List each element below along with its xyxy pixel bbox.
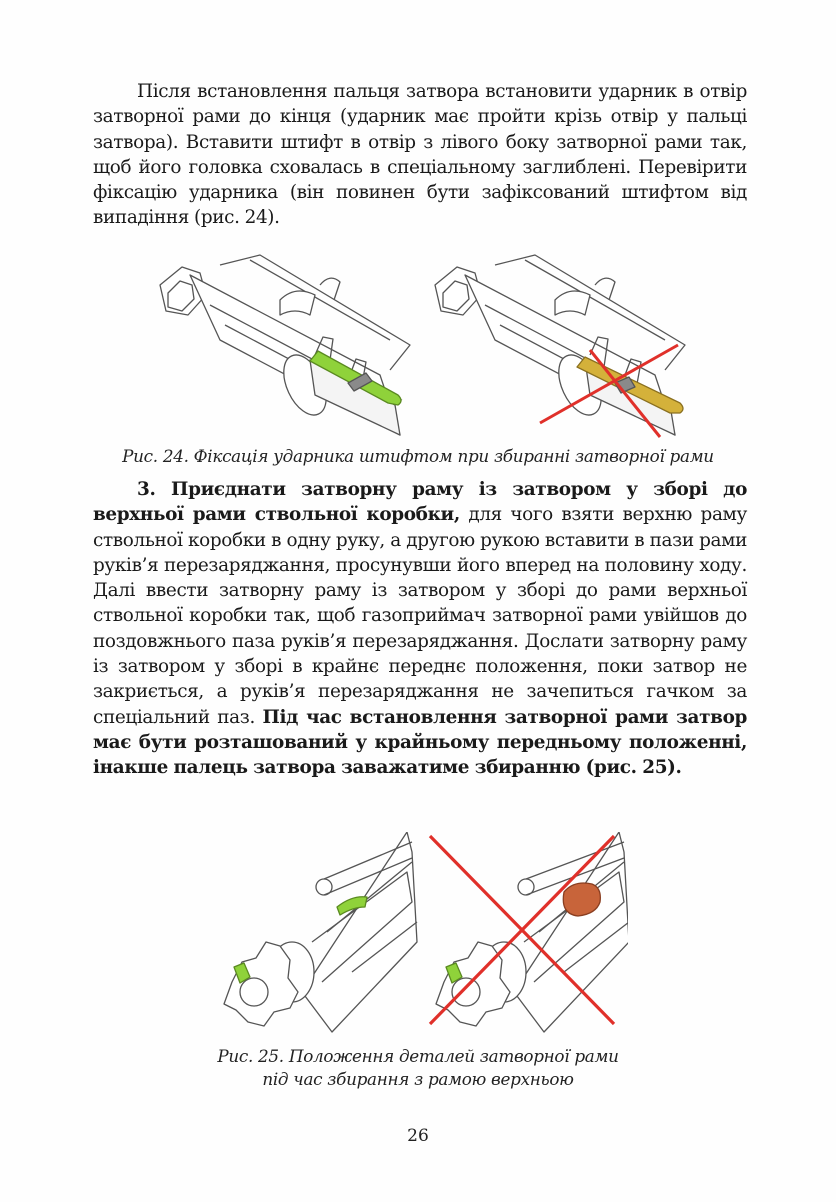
paragraph-text: для чого взяти верхню раму ствольної коробки в одну руку, а другою рукою вставити в пази рами руків’я перезаряджання, просунувши його вперед на половину ходу. Далі ввести затворну раму із затвором у зборі до рами верхньої ствольної коробки так, щоб газоприймач затворної рами увійшов до поздовжнього паза руків’я перезаряджання. Дослати затворну раму із затвором у зборі в крайнє переднє положення, поки затвор не закриється, а руків’я перезаряджання не зачепиться гачком за спеціальний паз. [93, 504, 747, 728]
fig24-right-panel [435, 255, 685, 435]
warning-text: Під час встановлення затворної рами затвор має бути розташований у крайньому передньому положенні, інакше палець затвора заважатиме збиранню (рис. 25). [93, 706, 747, 779]
fig25-right-panel [436, 832, 628, 1032]
paragraph-fig24-instructions [93, 79, 747, 231]
paragraph-step-3 [93, 477, 747, 781]
step-3-heading: 3. Приєднати затворну раму із затвором у зборі до верхньої рами ствольної коробки, [93, 479, 747, 526]
fig25-left-panel [224, 832, 417, 1032]
bolt-carrier-firing-pin-illustration [150, 245, 710, 440]
paragraph-text: Після встановлення пальця затвора встановити ударник в отвір затворної рами до кінця (ударник має пройти крізь отвір у пальці затвора). Вставити штифт в отвір з лівого боку затворної рами так, щоб його головка сховалась в спеціальному заглиблені. Перевірити фіксацію ударника (він повинен бути зафіксований штифтом від випадіння (рис. 24). [93, 81, 747, 229]
figure-25-caption-line-2: під час збирання з рамою верхньою [262, 1069, 574, 1089]
figure-25-caption [0, 1045, 836, 1091]
page-number: 26 [407, 1126, 429, 1146]
bolt-carrier-assembly-illustration [212, 832, 628, 1037]
figure-25-caption-line-1: Рис. 25. Положення деталей затворної рами [217, 1046, 619, 1066]
fig24-left-panel [160, 255, 410, 435]
figure-24-caption: Рис. 24. Фіксація ударника штифтом при збиранні затворної рами [122, 446, 714, 466]
figure-25 [212, 832, 628, 1037]
figure-24 [150, 245, 710, 440]
